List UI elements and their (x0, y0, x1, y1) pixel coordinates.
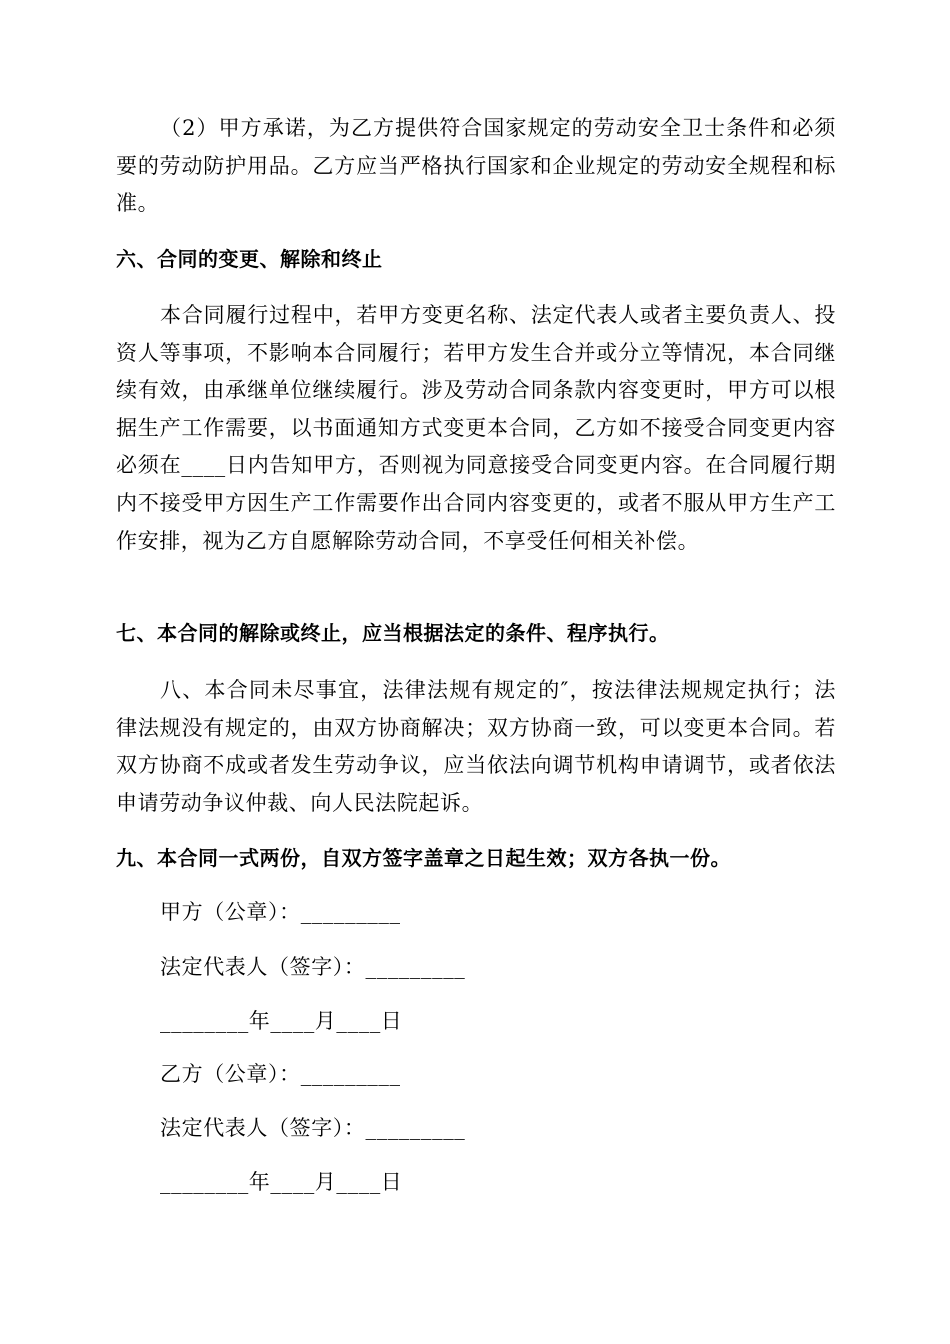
section-heading-6: 六、合同的变更、解除和终止 (116, 247, 383, 271)
clause-paragraph-safety: （2）甲方承诺，为乙方提供符合国家规定的劳动安全卫士条件和必须要的劳动防护用品。乙方应当严格执行国家和企业规定的劳动安全规程和标准。 (116, 116, 836, 216)
clause-paragraph-change: 本合同履行过程中，若甲方变更名称、法定代表人或者主要负责人、投资人等事项，不影响本合同履行；若甲方发生合并或分立等情况，本合同继续有效，由承继单位继续履行。涉及劳动合同条款内容变更时，甲方可以根据生产工作需要，以书面通知方式变更本合同，乙方如不接受合同变更内容必须在____日内告知甲方，否则视为同意接受合同变更内容。在合同履行期内不接受甲方因生产工作需要作出合同内容变更的，或者不服从甲方生产工作安排，视为乙方自愿解除劳动合同，不享受任何相关补偿。 (116, 303, 836, 553)
section-heading-7: 七、本合同的解除或终止，应当根据法定的条件、程序执行。 (116, 621, 670, 645)
party-a-date-line: ________年____月____日 (160, 1009, 403, 1033)
section-heading-9: 九、本合同一式两份，自双方签字盖章之日起生效；双方各执一份。 (116, 846, 731, 870)
clause-paragraph-8: 八、本合同未尽事宜，法律法规有规定的″，按法律法规规定执行；法律法规没有规定的，由双方协商解决；双方协商一致，可以变更本合同。若双方协商不成或者发生劳动争议，应当依法向调节机构申请调节，或者依法申请劳动争议仲裁、向人民法院起诉。 (116, 678, 836, 815)
party-b-representative-line: 法定代表人（签字）：_________ (160, 1116, 466, 1140)
party-a-seal-line: 甲方（公章）：_________ (160, 900, 401, 924)
party-b-seal-line: 乙方（公章）：_________ (160, 1062, 401, 1086)
party-a-representative-line: 法定代表人（签字）：_________ (160, 955, 466, 979)
party-b-date-line: ________年____月____日 (160, 1170, 403, 1194)
